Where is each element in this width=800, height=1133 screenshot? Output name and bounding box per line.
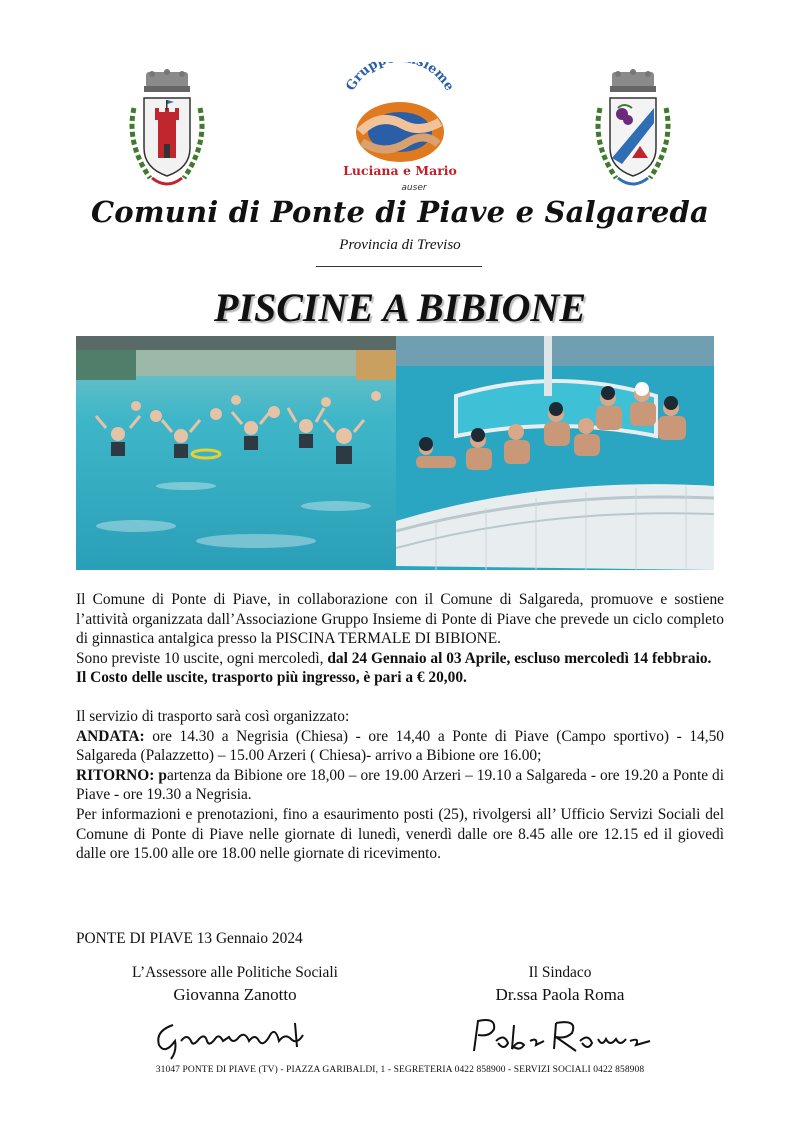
sindaco-signature-icon <box>460 1011 660 1061</box>
gruppo-insieme-logo <box>330 62 470 197</box>
hands-globe-logo-icon <box>330 62 470 197</box>
schedule-paragraph <box>76 649 724 669</box>
page-title: Comuni di Ponte di Piave e Salgareda <box>91 195 709 229</box>
assessore-role: L’Assessore alle Politiche Sociali <box>132 964 338 981</box>
ritorno-paragraph <box>76 766 724 805</box>
page-subtitle: Provincia di Treviso <box>339 237 461 253</box>
paragraph-gap <box>76 688 724 707</box>
signature-block-sindaco <box>450 963 670 1061</box>
andata-label: ANDATA: <box>76 727 145 745</box>
signature-block-assessore <box>100 963 370 1061</box>
footer-address: 31047 PONTE DI PIAVE (TV) - PIAZZA GARIBALDI, 1 - SEGRETERIA 0422 858900 - SERVIZI SOCIALI 0422 858908 <box>155 1065 645 1075</box>
pool-photo-right <box>396 336 714 570</box>
transport-intro: Il servizio di trasporto sarà così organizzato: <box>76 707 350 725</box>
title-divider <box>316 266 482 267</box>
ponte-di-piave-crest-icon <box>122 68 212 193</box>
intro-paragraph: Il Comune di Ponte di Piave, in collaborazione con il Comune di Salgareda, promuove e sostiene l’attività organizzata dall’Associazione Gruppo Insieme di Ponte di Piave che prevede un ciclo completo di ginnastica antalgica presso la PISCINA TERMALE DI BIBIONE. <box>76 591 724 648</box>
schedule-text: Sono previste 10 uscite, ogni mercoledì, <box>76 649 328 667</box>
andata-text: ore 14.30 a Negrisia (Chiesa) - ore 14,40 a Ponte di Piave (Campo sportivo) - 14,50 Salgareda (Palazzetto) – 15.00 Arzeri ( Chiesa)- arrivo a Bibione ore 16.00; <box>76 727 724 765</box>
info-paragraph: Per informazioni e prenotazioni, fino a esaurimento posti (25), rivolgersi all’ Ufficio Servizi Sociali del Comune di Ponte di Piave nelle giornate di lunedì, venerdì dalle ore 8.45 alle ore 12.15 ed il giovedì dalle ore 15.00 alle ore 18.00 nelle giornate di ricevimento. <box>76 805 724 863</box>
logo-top-text: Grup sieme <box>343 62 457 94</box>
date-line: PONTE DI PIAVE 13 Gennaio 2024 <box>76 930 303 947</box>
cost-paragraph <box>76 668 724 688</box>
assessore-name: Giovanna Zanotto <box>173 985 297 1004</box>
salgareda-crest-icon <box>588 68 678 193</box>
pool-photo-left <box>76 336 396 570</box>
ritorno-text: artenza da Bibione ore 18,00 – ore 19.00 Arzeri – 19.10 a Salgareda - ore 19.20 a Ponte di Piave - ore 19.30 a Negrisia. <box>76 766 725 804</box>
schedule-dates: dal 24 Gennaio al 03 Aprile, escluso mercoledì 14 febbraio. <box>327 649 712 667</box>
andata-paragraph <box>76 727 724 766</box>
logo-bottom-text: Luciana e Mario <box>343 163 457 178</box>
sindaco-role: Il Sindaco <box>528 964 592 981</box>
logo-brand-text: auser <box>401 183 427 193</box>
sindaco-name: Dr.ssa Paola Roma <box>495 985 625 1004</box>
svg-text:Gruppo Insieme <box>343 62 456 94</box>
headline: PISCINE A BIBIONE <box>214 285 586 330</box>
ritorno-label: RITORNO: p <box>76 766 167 784</box>
assessore-signature-icon <box>145 1011 325 1061</box>
body-text <box>76 590 724 864</box>
cost-text: Il Costo delle uscite, trasporto più ingresso, è pari a € 20,00. <box>76 669 467 687</box>
